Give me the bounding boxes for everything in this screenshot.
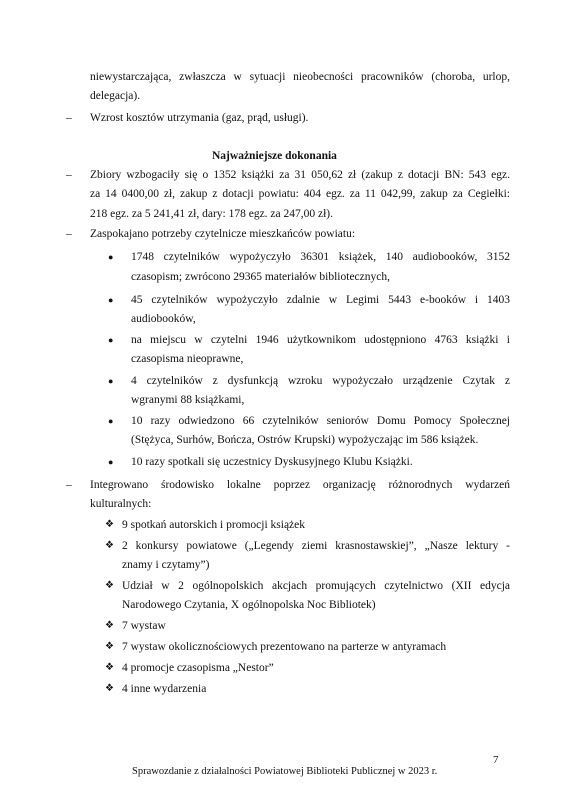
diamond-item-line: 4 inne wydarzenia bbox=[122, 683, 207, 695]
bullet-item-line: 1748 czytelników wypożyczyło 36301 książek, 140 audiobooków, 3152 bbox=[131, 251, 510, 263]
diamond-item-line: 2 konkursy powiatowe („Legendy ziemi krasnostawskiej”, „Nasze lektury - bbox=[122, 540, 510, 552]
list-item: Wzrost kosztów utrzymania (gaz, prąd, usługi). bbox=[90, 112, 309, 124]
dash-bullet-icon: – bbox=[66, 169, 72, 181]
diamond-bullet-icon: ❖ bbox=[105, 519, 114, 530]
bullet-item-line: czasopism; zwrócono 29365 materiałów bibliotecznych, bbox=[131, 271, 390, 283]
bullet-dot-icon: ● bbox=[108, 295, 114, 305]
bullet-item-line: 10 razy spotkali się uczestnicy Dyskusyjnego Klubu Książki. bbox=[131, 456, 413, 468]
section-heading: Najważniejsze dokonania bbox=[212, 150, 337, 162]
bullet-item-line: 10 razy odwiedzono 66 czytelników seniorów Domu Pomocy Społecznej bbox=[131, 415, 510, 427]
diamond-bullet-icon: ❖ bbox=[105, 683, 114, 694]
bullet-dot-icon: ● bbox=[108, 252, 114, 262]
bullet-dot-icon: ● bbox=[108, 416, 114, 426]
bullet-item-line: czasopisma nieoprawne, bbox=[131, 353, 244, 365]
diamond-item-line: 4 promocje czasopisma „Nestor” bbox=[122, 662, 274, 674]
list-item-line: za 14 0400,00 zł, zakup z dotacji powiatu: 404 egz. za 11 042,99, zakup za Cegiełki: bbox=[90, 188, 510, 200]
list-item-line: Zbiory wzbogaciły się o 1352 książki za 31 050,62 zł (zakup z dotacji BN: 543 egz. bbox=[90, 169, 510, 181]
diamond-item-line: 9 spotkań autorskich i promocji książek bbox=[122, 519, 306, 531]
paragraph-line: delegacja). bbox=[90, 90, 141, 102]
list-item-line: Integrowano środowisko lokalne poprzez organizację różnorodnych wydarzeń bbox=[90, 479, 510, 491]
list-item-line: 218 egz. za 5 241,41 zł, dary: 178 egz. za 247,00 zł). bbox=[90, 208, 334, 220]
diamond-item-line: znamy i czytamy”) bbox=[122, 559, 210, 571]
page-footer: Sprawozdanie z działalności Powiatowej Biblioteki Publicznej w 2023 r. bbox=[132, 766, 438, 777]
list-item-line: Zaspokajano potrzeby czytelnicze mieszkańców powiatu: bbox=[90, 228, 356, 240]
bullet-dot-icon: ● bbox=[108, 335, 114, 345]
dash-bullet-icon: – bbox=[66, 479, 72, 491]
bullet-dot-icon: ● bbox=[108, 457, 114, 467]
page-number: 7 bbox=[493, 754, 499, 766]
diamond-bullet-icon: ❖ bbox=[105, 540, 114, 551]
list-item-line: kulturalnych: bbox=[90, 498, 152, 510]
dash-bullet-icon: – bbox=[66, 112, 72, 124]
diamond-bullet-icon: ❖ bbox=[105, 620, 114, 631]
bullet-item-line: 45 czytelników wypożyczyło zdalnie w Legimi 5443 e-booków i 1403 bbox=[131, 294, 510, 306]
dash-bullet-icon: – bbox=[66, 228, 72, 240]
diamond-bullet-icon: ❖ bbox=[105, 641, 114, 652]
bullet-dot-icon: ● bbox=[108, 376, 114, 386]
bullet-item-line: na miejscu w czytelni 1946 użytkownikom udostępniono 4763 książki i bbox=[131, 334, 510, 346]
diamond-bullet-icon: ❖ bbox=[105, 580, 114, 591]
diamond-item-line: Narodowego Czytania, X ogólnopolska Noc Bibliotek) bbox=[122, 599, 376, 611]
bullet-item-line: wgranymi 88 książkami, bbox=[131, 394, 245, 406]
bullet-item-line: audiobooków, bbox=[131, 313, 196, 325]
diamond-bullet-icon: ❖ bbox=[105, 662, 114, 673]
bullet-item-line: (Stężyca, Surhów, Bończa, Ostrów Krupski) wypożyczając im 586 książek. bbox=[131, 434, 479, 446]
paragraph-line: niewystarczająca, zwłaszcza w sytuacji nieobecności pracowników (choroba, urlop, bbox=[90, 71, 510, 83]
bullet-item-line: 4 czytelników z dysfunkcją wzroku wypożyczało urządzenie Czytak z bbox=[131, 375, 510, 387]
diamond-item-line: 7 wystaw okolicznościowych prezentowano na parterze w antyramach bbox=[122, 641, 447, 653]
diamond-item-line: 7 wystaw bbox=[122, 620, 166, 632]
diamond-item-line: Udział w 2 ogólnopolskich akcjach promujących czytelnictwo (XII edycja bbox=[122, 580, 510, 592]
